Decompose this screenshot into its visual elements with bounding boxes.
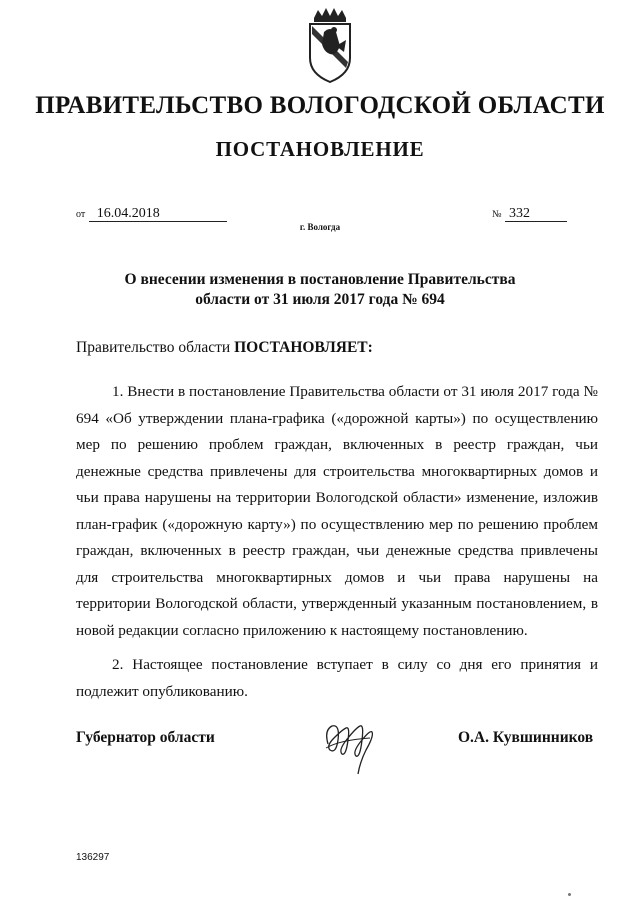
coat-of-arms-icon xyxy=(300,6,360,86)
signatory-title: Губернатор области xyxy=(76,729,215,746)
handwritten-signature-icon xyxy=(320,710,380,780)
paragraph-2: 2. Настоящее постановление вступает в силу со дня его принятия и подлежит опубликованию. xyxy=(76,656,598,700)
document-type: ПОСТАНОВЛЕНИЕ xyxy=(215,137,425,161)
scan-speck xyxy=(568,893,571,896)
city: г. Вологда xyxy=(299,222,341,232)
resolves-statement xyxy=(76,339,373,357)
document-date xyxy=(76,206,227,222)
document-number xyxy=(492,206,567,222)
signatory-name: О.А. Кувшинников xyxy=(458,729,594,746)
number-label: № xyxy=(492,209,502,220)
document-subject xyxy=(100,270,540,310)
date-value: 16.04.2018 xyxy=(89,207,227,222)
document-code: 136297 xyxy=(76,852,110,863)
resolves-prefix: Правительство области xyxy=(76,339,235,356)
date-label: от xyxy=(76,209,86,220)
subject-line-2: области от 31 июля 2017 года № 694 xyxy=(195,291,445,308)
organization-title: ПРАВИТЕЛЬСТВО ВОЛОГОДСКОЙ ОБЛАСТИ xyxy=(35,92,605,119)
subject-line-1: О внесении изменения в постановление Правительства xyxy=(124,271,516,288)
number-value: 332 xyxy=(505,207,567,222)
resolves-bold: ПОСТАНОВЛЯЕТ: xyxy=(234,339,373,356)
paragraph-1: 1. Внести в постановление Правительства области от 31 июля 2017 года № 694 «Об утверждении плана-графика («дорожной карты») по осуществлению мер по решению проблем граждан, включенных в реестр граждан, чьи денежные средства привлечены для строительства многоквартирных домов и чьи права нарушены на территории Вологодской области» изменение, изложив план-график («дорожную карту») по осуществлению мер по решению проблем граждан, включенных в реестр граждан, чьи денежные средства привлечены для строительства многоквартирных домов и чьи права нарушены на территории Вологодской области, утвержденный указанным постановлением, в новой редакции согласно приложению к настоящему постановлению. xyxy=(76,383,598,639)
